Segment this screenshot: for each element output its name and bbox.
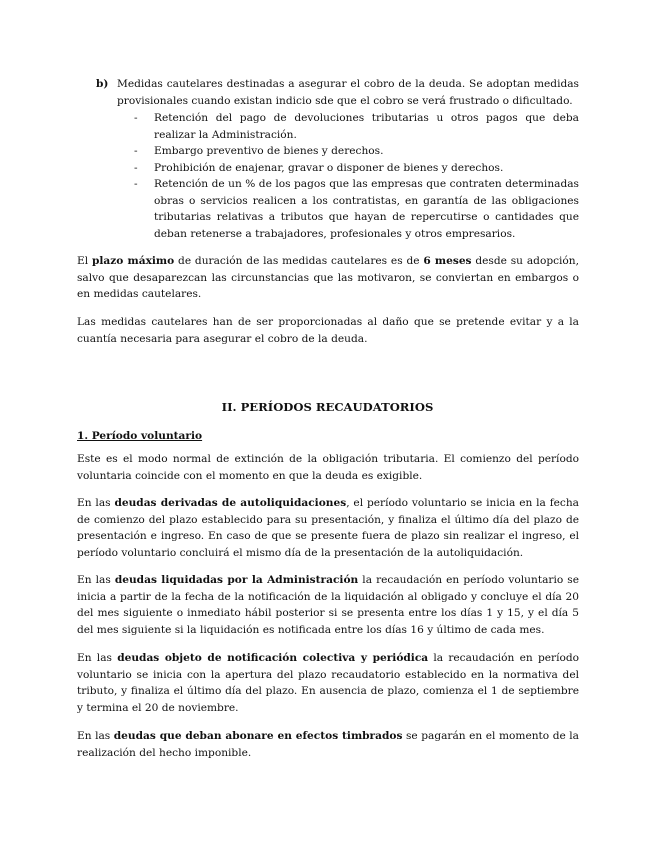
plazo-paragraph: El plazo máximo de duración de las medidas cautelares es de 6 meses desde su adopción, salvo que desaparezcan las circunstancias que las motivaron, se conviertan en embargos o en medidas cautelares. bbox=[77, 255, 579, 300]
dash-bullet: - bbox=[134, 112, 138, 124]
proporcion-paragraph: Las medidas cautelares han de ser proporcionadas al daño que se pretende evitar y a la cuantía necesaria para asegurar el cobro de la deuda. bbox=[77, 316, 579, 345]
timbrados-paragraph: En las deudas que deban abonare en efectos timbrados se pagarán en el momento de la realización del hecho imponible. bbox=[77, 730, 579, 759]
list-item: - Retención de un % de los pagos que las empresas que contraten determinadas obras o servicios realicen a los contratistas, en garantía de las obligaciones tributarias relativas a tributos que hayan de repercutirse o cantidades que deban retenerse a trabajadores, profesionales y otros empresarios. bbox=[134, 178, 579, 240]
autoliquidaciones-paragraph: En las deudas derivadas de autoliquidaciones, el período voluntario se inicia en la fecha de comienzo del plazo establecido para su presentación, y finaliza el último día del plazo de presentación e ingreso. En caso de que se presente fuera de plazo sin realizar el ingreso, el período voluntario concluirá el mismo día de la presentación de la autoliquidación. bbox=[77, 497, 580, 559]
dash-bullet: - bbox=[134, 178, 138, 190]
section-b-label: b) bbox=[96, 78, 109, 90]
dash-bullet: - bbox=[134, 161, 138, 174]
section-b-text: Medidas cautelares destinadas a asegurar el cobro de la deuda. Se adoptan medidas provisionales cuando existan indicio sde que el cobro se verá frustrado o dificultado. bbox=[117, 78, 579, 107]
list-item: - Retención del pago de devoluciones tributarias u otros pagos que deba realizar la Administración. bbox=[134, 112, 579, 141]
list-item: - Prohibición de enajenar, gravar o disponer de bienes y derechos. bbox=[132, 160, 579, 177]
list-item: - Embargo preventivo de bienes y derechos. bbox=[132, 143, 579, 160]
colectiva-paragraph: En las deudas objeto de notificación colectiva y periódica la recaudación en período voluntario se inicia con la apertura del plazo recaudatorio establecido en la normativa del tributo, y finaliza el último día del plazo. En ausencia de plazo, comienza el 1 de septiembre y termina el 20 de noviembre. bbox=[77, 652, 579, 714]
section-heading: II. PERÍODOS RECAUDATORIOS bbox=[221, 400, 434, 414]
liquidadas-paragraph: En las deudas liquidadas por la Administración la recaudación en período voluntario se inicia a partir de la fecha de la notificación de la liquidación al obligado y concluye el día 20 del mes siguiente o inmediato hábil posterior si se presenta entre los días 1 y 15, y el día 5 del mes siguiente si la liquidación es notificada entre los días 16 y último de cada mes. bbox=[77, 574, 579, 636]
dash-bullet: - bbox=[134, 145, 138, 157]
subheading-periodo-voluntario: 1. Período voluntario bbox=[77, 430, 203, 442]
intro-paragraph: Este es el modo normal de extinción de la obligación tributaria. El comienzo del período voluntaria coincide con el momento en que la deuda es exigible. bbox=[77, 453, 579, 482]
measures-list bbox=[132, 110, 579, 242]
